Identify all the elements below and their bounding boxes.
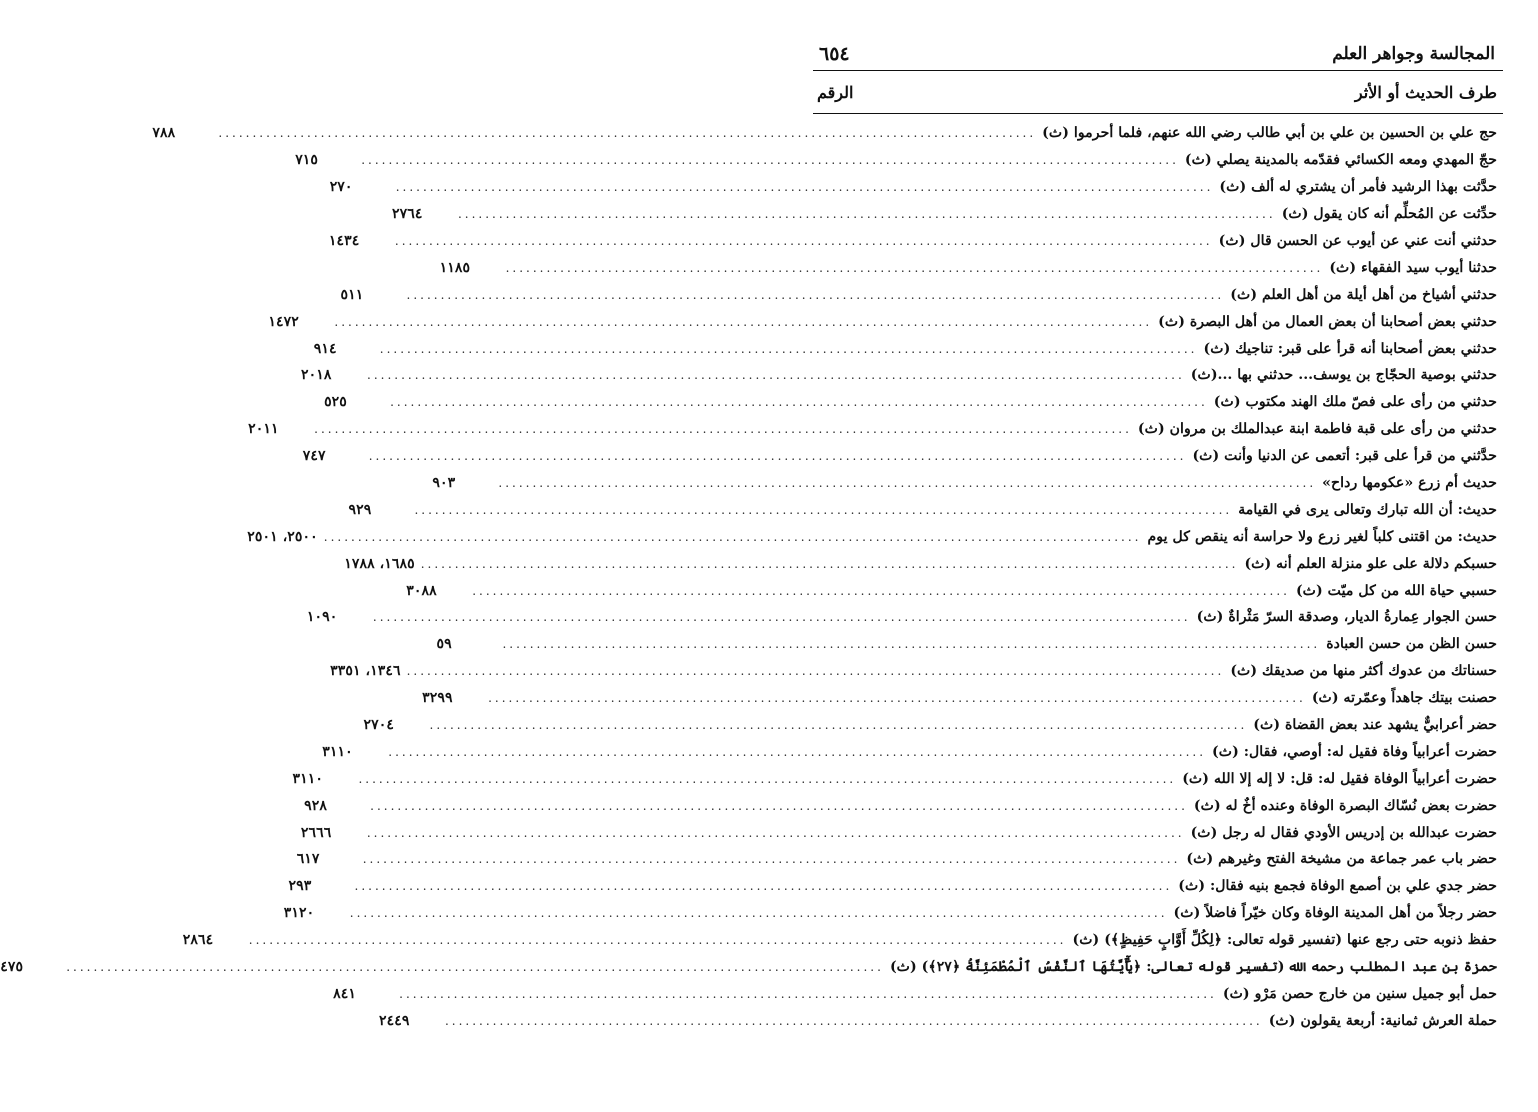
dot-leader: ........................................................................................................................ [406,664,1225,679]
entry-text: حدِّثت عن المُحلِّم أنه كان يقول (ث) [1281,206,1497,223]
entry-text: حسن الظن من حسن العبادة [1326,636,1497,653]
index-entry [439,254,1503,281]
dot-leader: ........................................................................................................................ [218,126,1037,141]
index-entry [248,416,1503,443]
dot-leader: ........................................................................................................................ [379,341,1198,356]
entry-text: حسبكم دلالة على علو منزلة العلم أنه (ث) [1244,555,1497,572]
dot-leader: ........................................................................................................................ [394,234,1213,248]
entry-text: حدَّثت بهذا الرشيد فأمر أن يشتري له ألف (ث) [1219,179,1497,196]
dot-leader: ........................................................................................................................ [372,610,1191,625]
index-page [0,38,1503,1034]
dot-leader: ........................................................................................................................ [502,637,1321,652]
dot-leader: ........................................................................................................................ [488,691,1306,706]
dot-leader: ........................................................................................................................ [358,771,1177,786]
index-entry [348,496,1503,523]
entry-text: حضر باب عمر جماعة من مشيخة الفتح وغيرهم (ث) [1186,851,1497,868]
dot-leader: ........................................................................................................................ [367,368,1185,383]
entry-number: ٨٤١ [333,985,356,1002]
dot-leader: ........................................................................................................................ [406,287,1225,302]
dot-leader: ........................................................................................................................ [414,502,1233,517]
entry-number: ٢٧٠ [329,179,353,196]
entry-text: حدثني أنت عني عن أيوب عن الحسن قال (ث) [1218,233,1497,249]
entry-number: ٣٠٨٨ [406,582,437,599]
entry-number: ١٠٩٠ [306,609,338,626]
index-entry [292,765,1503,792]
entry-number: ٢٧٦٤ [391,206,423,223]
index-entry [247,523,1503,550]
dot-leader: ........................................................................................................................ [314,422,1132,437]
entry-text: حمزة بن عبد المطلب رحمه الله (تفسير قوله تعالى: ﴿يَٰٓأَيَّتُهَا ٱلنَّفْسُ ٱلْمُطْمَئِنَّةُ ﴿٢٧﴾) (ث) [889,959,1497,976]
index-entry [333,981,1503,1008]
index-entry [313,335,1503,362]
entry-text: حدَّثني من قرأ على قبر: أتعمى عن الدنيا وأنت (ث) [1192,448,1497,465]
entry-number: ١٣٤٦، ٣٣٥١ [330,663,401,680]
index-entry [328,228,1503,255]
entry-number: ١٤٧٢ [268,313,299,330]
dot-leader: ........................................................................................................................ [395,180,1214,195]
dot-leader: ........................................................................................................................ [420,556,1239,571]
entry-text: حدثني بوصية الحجّاج بن يوسف... حدثني بها ...(ث) [1190,367,1497,384]
entry-number: ٢٧٠٤ [363,717,395,734]
entry-text: حضرت أعرابياً وفاة فقيل له: أوصي، فقال: (ث) [1212,743,1497,760]
entry-number: ٢٠١٨ [301,367,332,384]
entry-text: حجّ المهدي ومعه الكسائي فقدّمه بالمدينة يصلي (ث) [1184,152,1497,169]
entry-number: ٣١١٠ [322,743,353,760]
entry-text: حسبي حياة الله من كل ميّت (ث) [1295,582,1497,599]
dot-leader: ........................................................................................................................ [370,798,1188,813]
entry-number: ٥٩ [436,636,452,653]
entry-text: حديث أم زرع «عكومها رداح» [1322,475,1497,492]
index-entry [340,281,1503,308]
dot-leader: ........................................................................................................................ [388,744,1207,759]
entry-text: حضر أعرابيٌّ يشهد عند بعض القضاة (ث) [1253,717,1497,734]
entry-text: حسناتك من عدوك أكثر منها من صديقك (ث) [1230,663,1497,680]
dot-leader: ........................................................................................................................ [505,260,1324,275]
dot-leader: ........................................................................................................................ [354,879,1173,894]
entry-text: حضر رجلاً من أهل المدينة الوفاة وكان خيّراً فاضلاً (ث) [1173,905,1497,922]
entry-text: حسن الجوار عِمارةُ الديار، وصدقة السرّ مَثْراةٌ (ث) [1196,609,1497,626]
index-entry [363,712,1503,739]
dot-leader: ........................................................................................................................ [334,314,1153,329]
entry-text: حفظ ذنوبه حتى رجع عنها (تفسير قوله تعالى: ﴿لِكُلِّ أَوَّابٍ حَفِيظٍ﴾) (ث) [1072,932,1497,949]
entry-text: حضرت بعض نُسّاك البصرة الوفاة وعنده أخٌ له (ث) [1193,797,1497,814]
dot-leader: ........................................................................................................................ [349,906,1168,921]
entry-number: ٩٠٣ [432,475,456,492]
entry-number: ٣١١٠ [292,770,323,787]
entry-number: ٢٨٦٤ [182,932,214,949]
entry-number: ٥٢٥ [324,394,347,411]
dot-leader: ........................................................................................................................ [457,207,1276,222]
index-entry [295,147,1503,174]
index-entry [432,470,1503,497]
entry-text: حصنت بيتك جاهداً وعمّرته (ث) [1311,690,1497,707]
entry-number: ٢٦٦٦ [300,824,332,841]
index-entry [422,685,1503,712]
entry-text: حدثني أشياخ من أهل أيلة من أهل العلم (ث) [1230,286,1497,303]
index-entry [300,819,1503,846]
entry-text: حضر جدي علي بن أصمع الوفاة فجمع بنيه فقال: (ث) [1178,878,1497,895]
index-entry [304,792,1503,819]
index-entry [296,846,1503,873]
book-title: المجالسة وجواهر العلم [1332,44,1495,64]
index-entry [324,389,1503,416]
entry-number: ١١٨٥ [439,259,471,276]
entry-number: ١٤٣٤ [328,233,360,249]
index-entry [329,174,1503,201]
dot-leader: ........................................................................................................................ [248,933,1067,948]
index-entry [406,577,1503,604]
index-entry [344,550,1503,577]
dot-leader: ........................................................................................................................ [361,153,1179,168]
index-entry [302,443,1503,470]
entry-text: حدثني من رأى على فصّ ملك الهند مكتوب (ث) [1213,394,1497,411]
entry-text: حضرت أعرابياً الوفاة فقيل له: قل: لا إله إلا الله (ث) [1182,770,1497,787]
column-title-hadith: طرف الحديث أو الأثر [1354,82,1497,102]
entry-number: ٧٨٨ [152,125,176,142]
index-entry [330,658,1503,685]
entry-number: ٢٩٣ [288,878,312,895]
page-number: ٦٥٤ [819,43,850,65]
dot-leader: ........................................................................................................................ [323,529,1142,544]
index-entries [0,120,1503,1034]
index-entry [436,631,1503,658]
dot-leader: ........................................................................................................................ [66,960,884,975]
entry-text: حدثني بعض أصحابنا أن بعض العمال من أهل البصرة (ث) [1158,313,1497,330]
index-entry [306,604,1503,631]
dot-leader: ........................................................................................................................ [390,395,1208,410]
entry-text: حملة العرش ثمانية: أربعة يقولون (ث) [1268,1012,1497,1029]
entry-number: ٩١٤ [313,340,337,357]
index-entry [283,900,1503,927]
entry-text: حضرت عبدالله بن إدريس الأودي فقال له رجل (ث) [1190,824,1497,841]
entry-number: ٣٢٩٩ [422,690,453,707]
entry-text: حج علي بن الحسين بن علي بن أبي طالب رضي الله عنهم، فلما أحرموا (ث) [1042,125,1497,142]
index-entry [152,120,1503,147]
dot-leader: ........................................................................................................................ [429,718,1248,733]
index-entry [378,1007,1503,1034]
entry-number: ١٦٨٥، ١٧٨٨ [344,555,415,572]
entry-number: ٤٧٥ [0,959,24,976]
entry-text: حمل أبو جميل سنين من خارج حصن مَرْو (ث) [1222,985,1497,1002]
entry-number: ٢٤٤٩ [378,1012,410,1029]
entry-number: ٧٤٧ [302,448,326,465]
entry-text: حدثنا أيوب سيد الفقهاء (ث) [1329,259,1497,276]
entry-number: ٢٠١١ [248,421,279,438]
entry-number: ٣١٢٠ [283,905,315,922]
entry-number: ٥١١ [340,286,364,303]
dot-leader: ........................................................................................................................ [362,852,1181,867]
entry-text: حديث: من اقتنى كلباً لغير زرع ولا حراسة أنه ينقص كل يوم [1147,528,1497,545]
index-entry [182,927,1503,954]
entry-number: ٩٢٩ [348,501,372,518]
index-entry [0,954,1503,981]
dot-leader: ........................................................................................................................ [399,986,1217,1001]
column-title-number: الرقم [817,82,854,102]
running-header [813,38,1503,71]
column-header [813,71,1503,114]
entry-text: حديث: أن الله تبارك وتعالى يرى في القيامة [1238,501,1497,518]
dot-leader: ........................................................................................................................ [472,583,1290,598]
index-entry [322,738,1503,765]
dot-leader: ........................................................................................................................ [366,825,1185,840]
dot-leader: ........................................................................................................................ [444,1013,1263,1028]
index-entry [391,201,1503,228]
dot-leader: ........................................................................................................................ [498,476,1317,491]
index-entry [301,362,1503,389]
entry-text: حدثني من رأى على قبة فاطمة ابنة عبدالملك بن مروان (ث) [1137,421,1497,438]
index-entry [268,308,1503,335]
entry-number: ٢٥٠٠، ٢٥٠١ [247,528,318,545]
entry-number: ٧١٥ [295,152,319,169]
entry-number: ٦١٧ [296,851,320,868]
entry-number: ٩٢٨ [304,797,328,814]
index-entry [288,873,1503,900]
entry-text: حدثني بعض أصحابنا أنه قرأ على قبر: تناجيك (ث) [1203,340,1497,357]
dot-leader: ........................................................................................................................ [368,449,1187,464]
